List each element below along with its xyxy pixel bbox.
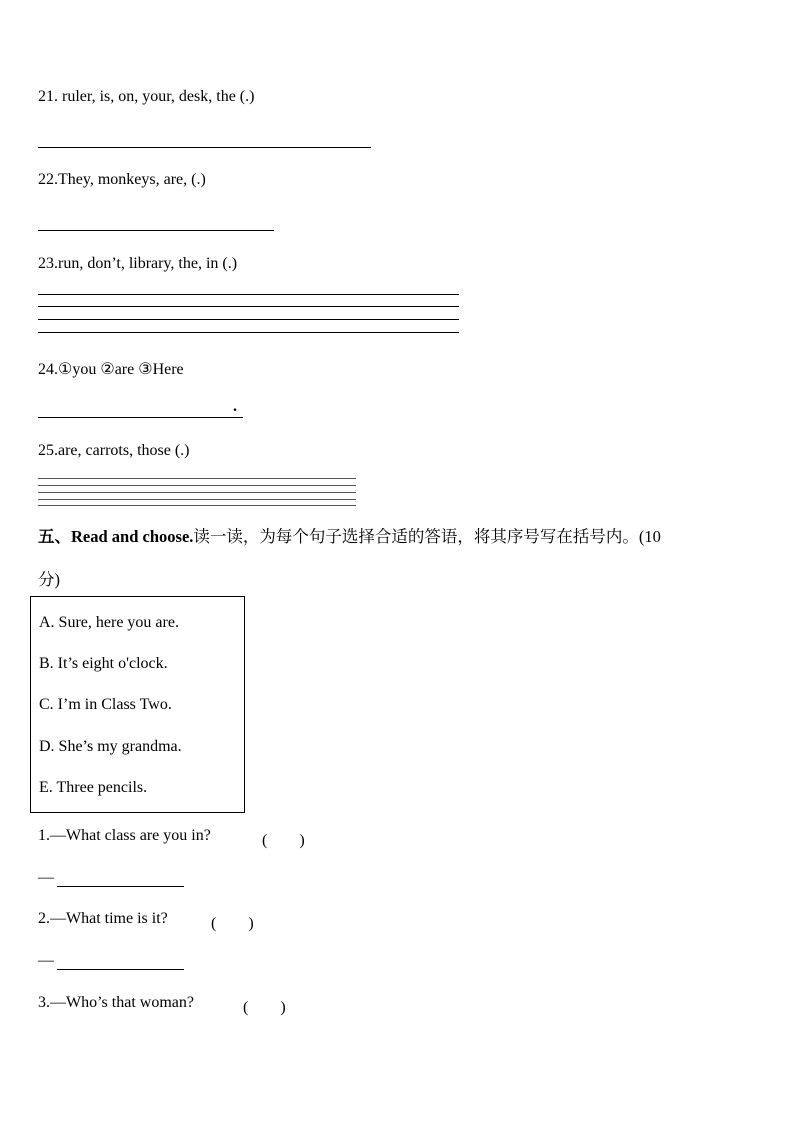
answer-options-box (30, 596, 245, 813)
dialogue-3-question: 3.—Who’s that woman? (38, 994, 194, 1011)
dialogue-2-answer-parentheses[interactable]: ( ) (211, 915, 254, 932)
answer-line-24[interactable] (38, 417, 243, 418)
answer-line-25d[interactable] (38, 499, 356, 500)
answer-line-21[interactable] (38, 147, 371, 148)
option-e: E. Three pencils. (39, 779, 148, 796)
answer-line-23b[interactable] (38, 306, 459, 307)
option-d: D. She’s my grandma. (39, 738, 182, 755)
option-a: A. Sure, here you are. (39, 614, 179, 631)
dialogue-2-question: 2.—What time is it? (38, 910, 168, 927)
section-5-heading-bold: 五、Read and choose. (38, 527, 194, 546)
answer-line-25b[interactable] (38, 485, 356, 486)
question-22-text: 22.They, monkeys, are, (.) (38, 171, 206, 188)
answer-line-23d[interactable] (38, 332, 459, 333)
dialogue-1-question: 1.—What class are you in? (38, 827, 211, 844)
question-21-text: 21. ruler, is, on, your, desk, the (.) (38, 88, 255, 105)
dialogue-2-reply-dash: — (38, 952, 54, 969)
answer-period-24: . (233, 398, 237, 415)
answer-line-25c[interactable] (38, 492, 356, 493)
dialogue-1-reply-dash: — (38, 869, 54, 886)
question-25-text: 25.are, carrots, those (.) (38, 442, 190, 459)
section-5-heading (38, 523, 661, 547)
answer-line-25a[interactable] (38, 478, 356, 479)
section-5-heading-continued: 分) (38, 570, 60, 589)
answer-line-25e[interactable] (38, 505, 356, 506)
dialogue-1-answer-parentheses[interactable]: ( ) (262, 832, 305, 849)
dialogue-3-answer-parentheses[interactable]: ( ) (243, 999, 286, 1016)
question-23-text: 23.run, don’t, library, the, in (.) (38, 255, 238, 272)
dialogue-2-reply-line[interactable] (57, 969, 184, 970)
question-24-text: 24.①you ②are ③Here (38, 361, 184, 378)
answer-line-23a[interactable] (38, 294, 459, 295)
answer-line-23c[interactable] (38, 319, 459, 320)
option-c: C. I’m in Class Two. (39, 696, 172, 713)
option-b: B. It’s eight o'clock. (39, 655, 168, 672)
section-5-heading-instructions: 读一读，为每个句子选择合适的答语，将其序号写在括号内。(10 (193, 527, 661, 546)
dialogue-1-reply-line[interactable] (57, 886, 184, 887)
answer-line-22[interactable] (38, 230, 274, 231)
